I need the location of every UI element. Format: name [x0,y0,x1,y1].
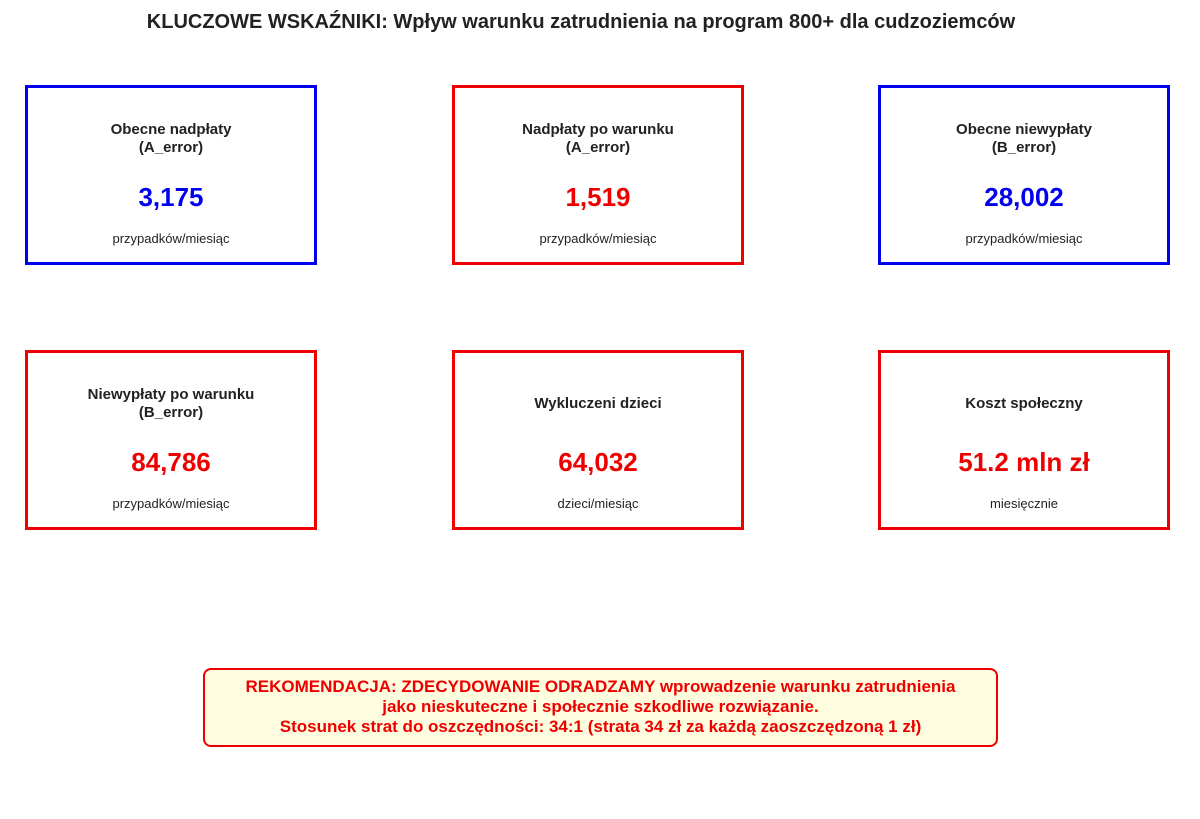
kpi-value: 64,032 [558,447,638,477]
kpi-label: Nadpłaty po warunku (A_error) [522,121,674,156]
kpi-unit: przypadków/miesiąc [112,496,230,511]
kpi-unit: przypadków/miesiąc [112,231,230,246]
kpi-unit: przypadków/miesiąc [965,231,1083,246]
kpi-unit: dzieci/miesiąc [557,496,639,511]
kpi-label: Niewypłaty po warunku (B_error) [87,386,255,421]
kpi-unit: miesięcznie [990,496,1058,511]
kpi-unit: przypadków/miesiąc [539,231,657,246]
page-title: KLUCZOWE WSKAŹNIKI: Wpływ warunku zatrudnienia na program 800+ dla cudzoziemców [146,11,1016,33]
kpi-value: 3,175 [138,182,204,212]
kpi-label: Obecne niewypłaty (B_error) [956,121,1092,156]
kpi-value: 1,519 [565,182,631,212]
kpi-card-social-cost [878,350,1170,530]
kpi-card-excluded-children [452,350,744,530]
kpi-label: Obecne nadpłaty (A_error) [110,121,232,156]
kpi-value: 84,786 [131,447,211,477]
recommendation-line: Stosunek strat do oszczędności: 34:1 (strata 34 zł za każdą zaoszczędzoną 1 zł) [279,717,922,736]
recommendation-line: REKOMENDACJA: ZDECYDOWANIE ODRADZAMY wprowadzenie warunku zatrudnienia [245,677,956,696]
kpi-card-overpayments-after-condition [452,85,744,265]
kpi-label: Wykluczeni dzieci [534,395,662,412]
kpi-value: 51.2 mln zł [958,447,1090,477]
kpi-value: 28,002 [984,182,1064,212]
kpi-card-current-nonpayments [878,85,1170,265]
kpi-card-current-overpayments [25,85,317,265]
recommendation-box [203,668,998,747]
recommendation-line: jako nieskuteczne i społecznie szkodliwe rozwiązanie. [382,697,819,716]
kpi-label: Koszt społeczny [965,395,1083,412]
kpi-card-nonpayments-after-condition [25,350,317,530]
